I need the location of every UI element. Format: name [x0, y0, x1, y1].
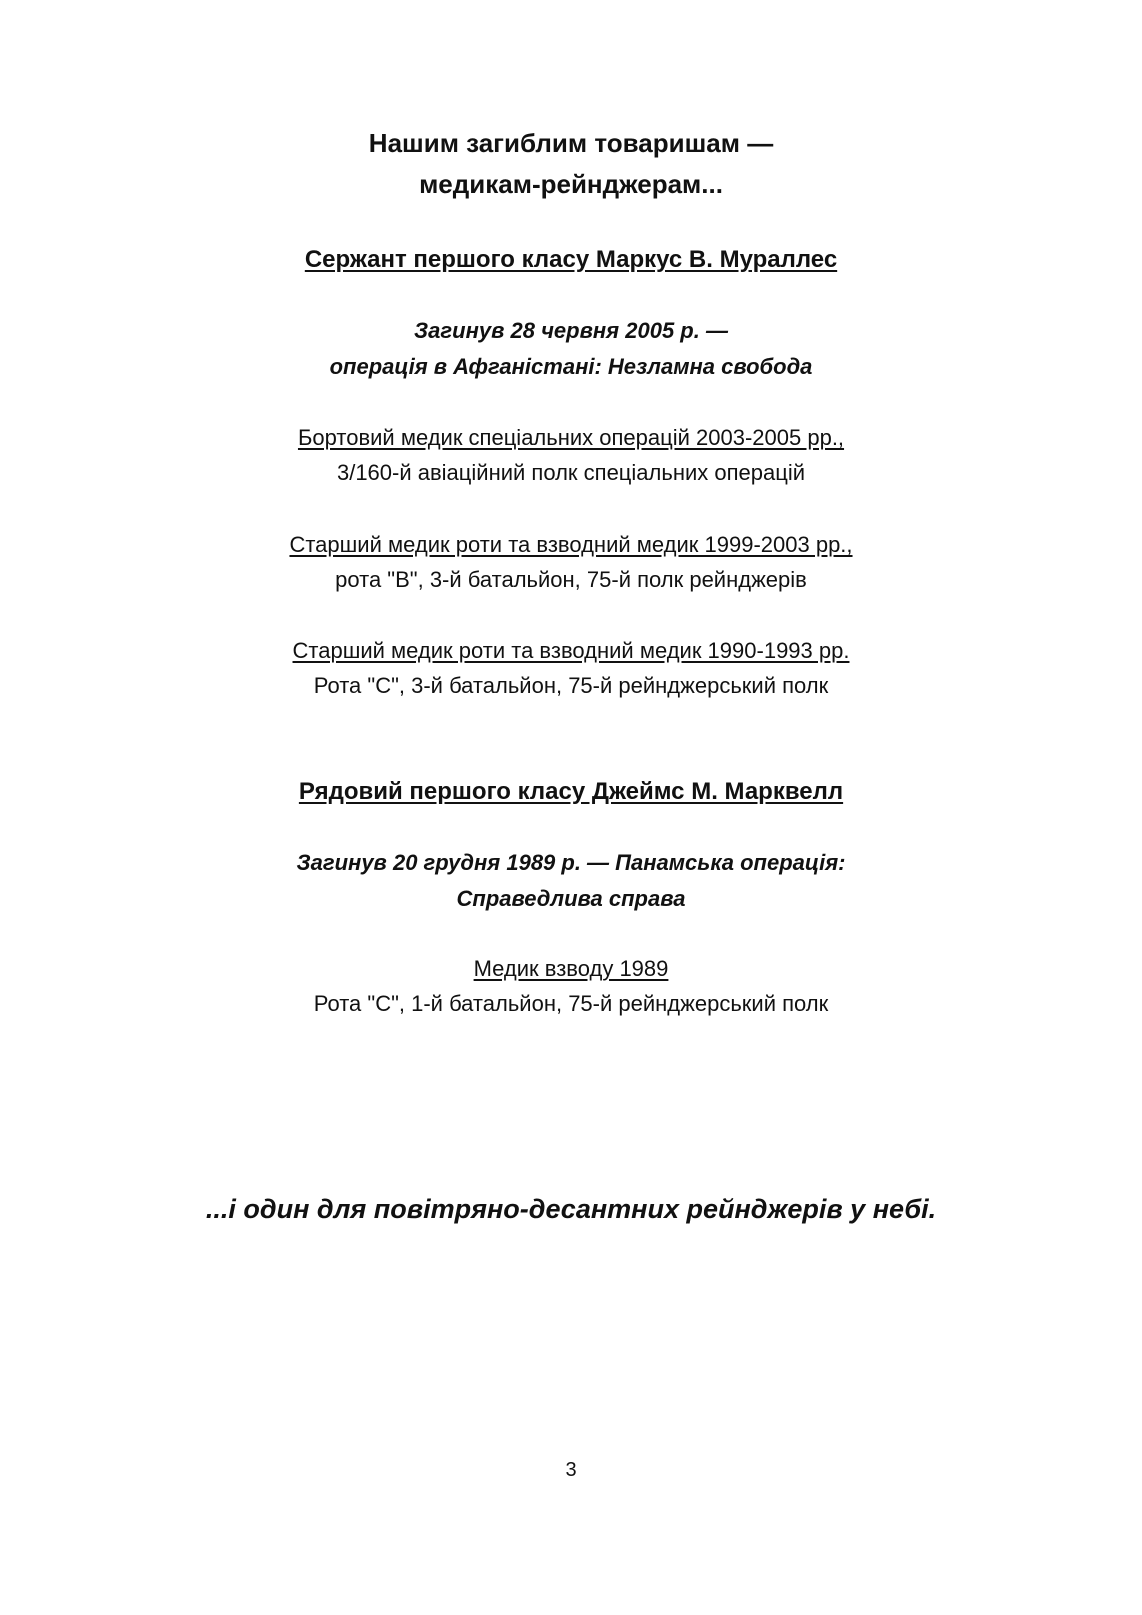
service-unit: 3/160-й авіаційний полк спеціальних операцій	[336, 460, 806, 485]
service-role: Бортовий медик спеціальних операцій 2003-2005 рр.,	[297, 425, 845, 450]
page-title-line-1: Нашим загиблим товаришам —	[368, 128, 774, 158]
death-info-line-1: Загинув 20 грудня 1989 р. — Панамська операція:	[296, 850, 846, 875]
closing-dedication: ...і один для повітряно-десантних рейнджерів у небі.	[205, 1194, 937, 1224]
death-info-line-1: Загинув 28 червня 2005 р. —	[414, 318, 728, 343]
service-role: Старший медик роти та взводний медик 1999-2003 рр.,	[289, 532, 853, 557]
death-info-line-2: Справедлива справа	[456, 886, 686, 911]
service-role: Старший медик роти та взводний медик 1990-1993 рр.	[292, 638, 850, 663]
service-unit: Рота "С", 1-й батальйон, 75-й рейнджерський полк	[313, 991, 829, 1016]
page-number: 3	[565, 1459, 577, 1481]
death-info-line-2: операція в Афганістані: Незламна свобода	[329, 354, 813, 379]
service-unit: Рота "С", 3-й батальйон, 75-й рейнджерський полк	[313, 673, 829, 698]
page-title-line-2: медикам-рейнджерам...	[419, 169, 723, 199]
soldier-name: Сержант першого класу Маркус В. Мураллес	[304, 246, 838, 273]
service-role: Медик взводу 1989	[473, 956, 669, 981]
soldier-name: Рядовий першого класу Джеймс М. Марквелл	[298, 778, 844, 805]
service-unit: рота "В", 3-й батальйон, 75-й полк рейнджерів	[335, 567, 807, 592]
